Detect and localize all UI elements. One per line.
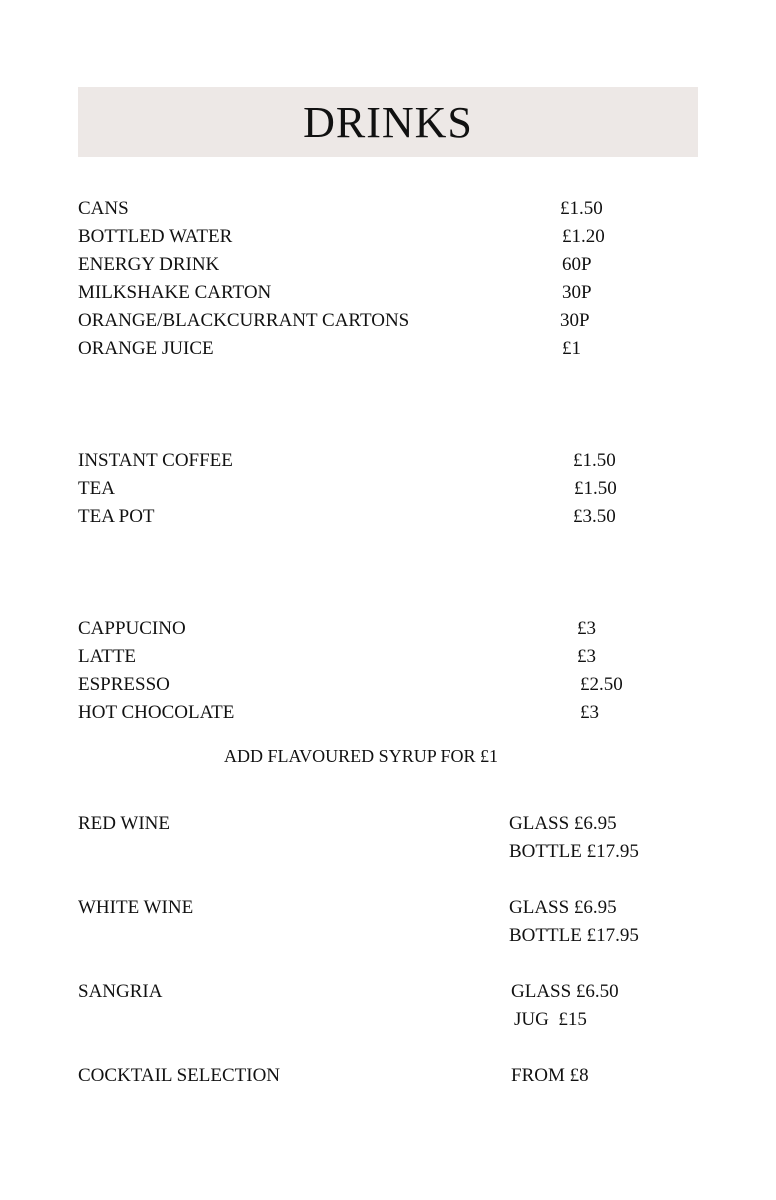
menu-item — [0, 810, 776, 866]
item-name: TEA POT — [78, 506, 155, 527]
menu-item — [0, 894, 776, 950]
item-price: 30P — [560, 310, 590, 331]
item-name: HOT CHOCOLATE — [78, 702, 235, 723]
menu-item — [0, 251, 776, 279]
menu-item — [0, 978, 776, 1034]
menu-item — [0, 307, 776, 335]
item-prices — [511, 1062, 589, 1090]
item-price: £3.50 — [573, 506, 616, 527]
item-price: 30P — [562, 282, 592, 303]
menu-item — [0, 643, 776, 671]
item-name: SANGRIA — [78, 981, 163, 1002]
price-line: GLASS £6.95 — [509, 897, 617, 918]
menu-item — [0, 503, 776, 531]
price-line: GLASS £6.50 — [511, 981, 619, 1002]
item-name: WHITE WINE — [78, 897, 194, 918]
menu-item — [0, 615, 776, 643]
price-line: GLASS £6.95 — [509, 813, 617, 834]
item-price: £1.20 — [562, 226, 605, 247]
syrup-note: ADD FLAVOURED SYRUP FOR £1 — [224, 746, 499, 766]
price-line: FROM £8 — [511, 1065, 589, 1086]
item-name: CAPPUCINO — [78, 618, 186, 639]
menu-item — [0, 671, 776, 699]
price-line: BOTTLE £17.95 — [509, 925, 639, 946]
menu-item — [0, 1062, 776, 1118]
price-line: JUG £15 — [514, 1009, 587, 1030]
title-banner — [78, 87, 698, 157]
page-title: DRINKS — [303, 97, 473, 147]
item-price: £1 — [562, 338, 581, 359]
item-price: £3 — [577, 646, 596, 667]
item-name: ENERGY DRINK — [78, 254, 220, 275]
item-price: £2.50 — [580, 674, 623, 695]
item-price: £1.50 — [574, 478, 617, 499]
menu-item — [0, 699, 776, 727]
menu-item — [0, 195, 776, 223]
menu-item — [0, 223, 776, 251]
menu-item — [0, 279, 776, 307]
item-name: LATTE — [78, 646, 137, 667]
item-price: £1.50 — [560, 198, 603, 219]
menu-item — [0, 447, 776, 475]
item-name: INSTANT COFFEE — [78, 450, 233, 471]
item-price: £3 — [580, 702, 599, 723]
item-name: COCKTAIL SELECTION — [78, 1065, 281, 1086]
item-price: £1.50 — [573, 450, 616, 471]
item-name: ESPRESSO — [78, 674, 170, 695]
item-name: RED WINE — [78, 813, 170, 834]
item-prices — [509, 894, 639, 950]
item-name: ORANGE/BLACKCURRANT CARTONS — [78, 310, 410, 331]
item-name: CANS — [78, 198, 129, 219]
menu-item — [0, 335, 776, 363]
price-line: BOTTLE £17.95 — [509, 841, 639, 862]
menu-item — [0, 475, 776, 503]
item-name: ORANGE JUICE — [78, 338, 214, 359]
item-price: £3 — [577, 618, 596, 639]
item-prices — [509, 810, 639, 866]
item-prices — [511, 978, 619, 1034]
item-name: BOTTLED WATER — [78, 226, 233, 247]
item-price: 60P — [562, 254, 592, 275]
item-name: TEA — [78, 478, 115, 499]
item-name: MILKSHAKE CARTON — [78, 282, 272, 303]
